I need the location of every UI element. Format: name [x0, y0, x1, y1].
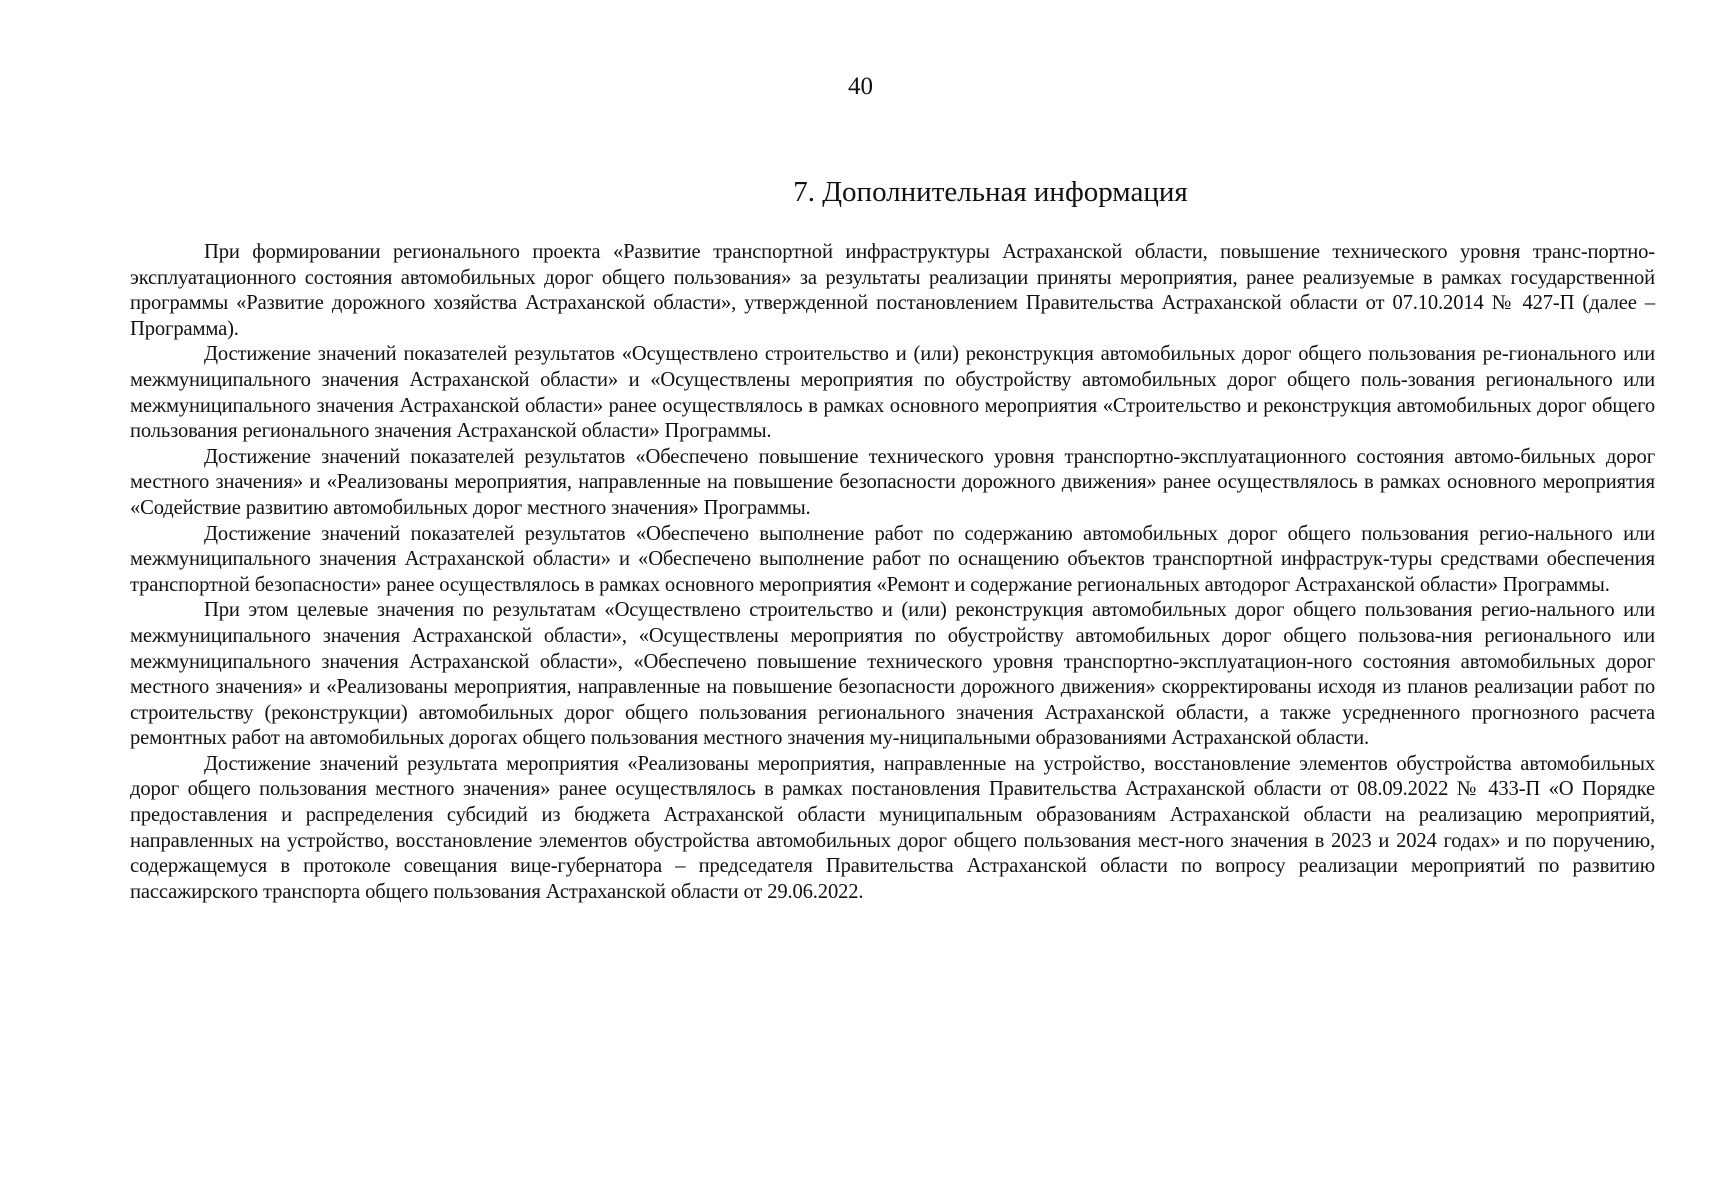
paragraph-1: При формировании регионального проекта «Развитие транспортной инфраструктуры Астраханской области, повышение технического уровня транс-портно-эксплуатационного состояния автомобильных дорог общего пользования» за результаты реализации приняты мероприятия, ранее реализуемые в рамках государственной программы «Развитие дорожного хозяйства Астраханской области», утвержденной постановлением Правительства Астраханской области от 07.10.2014 № 427-П (далее – Программа). [130, 241, 1655, 340]
page-number: 40 [848, 73, 873, 100]
paragraph-6: Достижение значений результата мероприятия «Реализованы мероприятия, направленные на устройство, восстановление элементов обустройства автомобильных дорог общего пользования местного значения» ранее осуществлялось в рамках постановления Правительства Астраханской области от 08.09.2022 № 433-П «О Порядке предоставления и распределения субсидий из бюджета Астраханской области муниципальным образованиям Астраханской области на реализацию мероприятий, направленных на устройство, восстановление элементов обустройства автомобильных дорог общего пользования мест-ного значения в 2023 и 2024 годах» и по поручению, содержащемуся в протоколе совещания вице-губернатора – председателя Правительства Астраханской области по вопросу реализации мероприятий по развитию пассажирского транспорта общего пользования Астраханской области от 29.06.2022. [130, 752, 1655, 903]
paragraph-4: Достижение значений показателей результатов «Обеспечено выполнение работ по содержанию автомобильных дорог общего пользования регио-нального или межмуниципального значения Астраханской области» и «Обеспечено выполнение работ по оснащению объектов транспортной инфраструк-туры средствами обеспечения транспортной безопасности» ранее осуществлялось в рамках основного мероприятия «Ремонт и содержание региональных автодорог Астраханской области» Программы. [130, 522, 1655, 596]
document-body [130, 240, 1655, 905]
paragraph-5: При этом целевые значения по результатам «Осуществлено строительство и (или) реконструкция автомобильных дорог общего пользования регио-нального или межмуниципального значения Астраханской области», «Осуществлены мероприятия по обустройству автомобильных дорог общего пользова-ния регионального или межмуниципального значения Астраханской области», «Обеспечено повышение технического уровня транспортно-эксплуатацион-ного состояния автомобильных дорог местного значения» и «Реализованы мероприятия, направленные на повышение безопасности дорожного движения» скорректированы исходя из планов реализации работ по строительству (реконструкции) автомобильных дорог общего пользования регионального значения Астраханской области, а также усредненного прогнозного расчета ремонтных работ на автомобильных дорогах общего пользования местного значения му-ниципальными образованиями Астраханской области. [130, 599, 1655, 750]
paragraph-3: Достижение значений показателей результатов «Обеспечено повышение технического уровня транспортно-эксплуатационного состояния автомо-бильных дорог местного значения» и «Реализованы мероприятия, направленные на повышение безопасности дорожного движения» ранее осуществлялось в рамках основного мероприятия «Содействие развитию автомобильных дорог местного значения» Программы. [130, 445, 1655, 519]
section-title: 7. Дополнительная информация [793, 176, 1188, 208]
paragraph-2: Достижение значений показателей результатов «Осуществлено строительство и (или) реконструкция автомобильных дорог общего пользования ре-гионального или межмуниципального значения Астраханской области» и «Осуществлены мероприятия по обустройству автомобильных дорог общего поль-зования регионального или межмуниципального значения Астраханской области» ранее осуществлялось в рамках основного мероприятия «Строительство и реконструкция автомобильных дорог общего пользования регионального значения Астраханской области» Программы. [130, 343, 1655, 443]
